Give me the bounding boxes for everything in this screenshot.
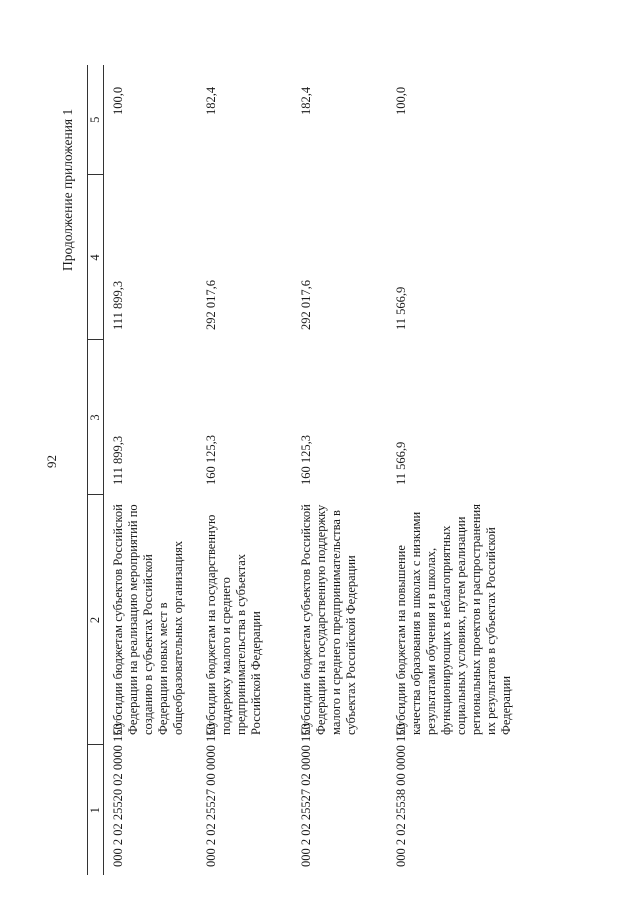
name-cell: Субсидии бюджетам субъектов Российской Федерации на реализацию мероприятий по созданию в субъектах Российской Федерации новых мест в общеобразовательных организациях	[111, 504, 185, 735]
name-cell: Субсидии бюджетам субъектов Российской Федерации на государственную поддержку малого и среднего предпринимательства в субъектах Российской Федерации	[299, 504, 358, 735]
header-col-3: 3	[88, 340, 104, 495]
table-row	[387, 65, 564, 875]
code-cell: 000 2 02 25527 02 0000 150	[299, 723, 313, 867]
table-row	[197, 65, 292, 875]
col5-cell: 100,0	[111, 86, 125, 115]
col5-cell: 100,0	[394, 86, 408, 115]
header-col-1: 1	[88, 745, 104, 875]
continuation-label: Продолжение приложения 1	[60, 108, 75, 271]
page-number: 92	[44, 455, 59, 468]
col3-cell: 11 566,9	[394, 441, 408, 485]
col3-cell: 111 899,3	[111, 435, 125, 485]
col4-cell: 11 566,9	[394, 286, 408, 330]
header-col-4: 4	[88, 175, 104, 340]
col4-cell: 111 899,3	[111, 280, 125, 330]
col4-cell: 292 017,6	[204, 280, 218, 330]
table-row	[104, 65, 198, 875]
col3-cell: 160 125,3	[204, 435, 218, 485]
col4-cell: 292 017,6	[299, 280, 313, 330]
code-cell: 000 2 02 25527 00 0000 150	[204, 723, 218, 867]
col5-cell: 182,4	[204, 86, 218, 115]
header-col-2: 2	[88, 495, 104, 745]
name-cell: Субсидии бюджетам на государственную поддержку малого и среднего предпринимательства в субъектах Российской Федерации	[204, 514, 263, 735]
table-row	[292, 65, 387, 875]
code-cell: 000 2 02 25538 00 0000 150	[394, 723, 408, 867]
col5-cell: 182,4	[299, 86, 313, 115]
budget-table	[87, 65, 564, 875]
header-row	[88, 65, 104, 875]
code-cell: 000 2 02 25520 02 0000 150	[111, 723, 125, 867]
col3-cell: 160 125,3	[299, 435, 313, 485]
name-cell: Субсидии бюджетам на повышение качества образования в школах с низкими результатами обучения и в школах, функционирующих в неблагоприятных социальных условиях, путем реализации региональных проектов и распространения их результатов в субъектах Российской Федерации	[394, 504, 513, 735]
header-col-5: 5	[88, 65, 104, 175]
